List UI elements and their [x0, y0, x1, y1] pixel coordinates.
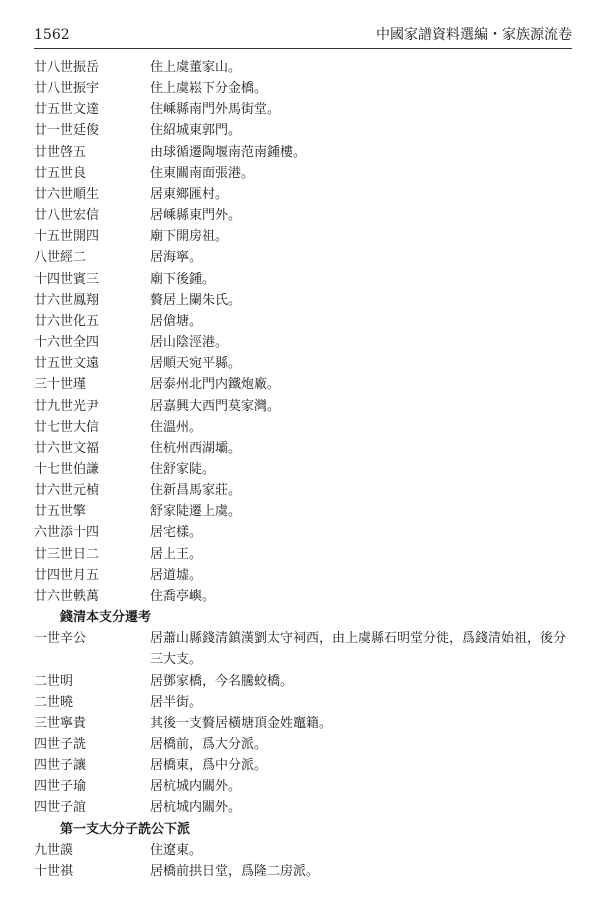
generation-name: 廿六世元楨 — [34, 483, 100, 499]
residence-note: 居海寧。 — [150, 250, 203, 266]
generation-name: 四世子讓 — [34, 758, 87, 774]
generation-name: 三十世瑾 — [34, 377, 87, 393]
generation-name: 廿五世良 — [34, 165, 87, 181]
genealogy-entry — [34, 353, 574, 374]
residence-note: 住喬亭嶼。 — [150, 588, 216, 604]
generation-name: 廿六世軼萬 — [34, 588, 100, 604]
generation-name: 廿五世文達 — [34, 102, 100, 118]
residence-note: 住杭州西湖壩。 — [150, 440, 242, 456]
residence-note: 其後一支贅居橫塘頂金姓竈籍。 — [150, 715, 333, 731]
genealogy-entry — [34, 332, 574, 353]
residence-note: 居半街。 — [150, 694, 203, 710]
generation-name: 十七世伯謙 — [34, 461, 100, 477]
genealogy-entry — [34, 628, 574, 670]
generation-name: 九世謨 — [34, 842, 74, 858]
generation-name: 廿八世宏信 — [34, 208, 100, 224]
generation-name: 廿世啓五 — [34, 144, 87, 160]
residence-note: 居道墟。 — [150, 567, 203, 583]
residence-note: 居嘉興大西門莫家灣。 — [150, 398, 281, 414]
generation-name: 廿六世鳳翔 — [34, 292, 100, 308]
generation-name: 十世祺 — [34, 863, 74, 879]
generation-name: 八世經二 — [34, 250, 87, 266]
residence-note: 居傖塘。 — [150, 313, 203, 329]
generation-name: 廿七世大信 — [34, 419, 100, 435]
running-title: 中國家譜資料選編・家族源流卷 — [376, 27, 572, 43]
section-heading: 第一支大分子詵公下派 — [60, 821, 191, 837]
residence-note: 住上虞董家山。 — [150, 60, 242, 75]
generation-name: 十五世開四 — [34, 229, 100, 245]
genealogy-entry — [34, 269, 574, 290]
genealogy-entry — [34, 205, 574, 226]
residence-note: 居鄧家橋，今名騰蛟橋。 — [150, 673, 294, 689]
generation-name: 廿五世文遠 — [34, 356, 100, 372]
page-number: 1562 — [34, 27, 70, 43]
generation-name: 四世子詵 — [34, 737, 87, 752]
genealogy-list — [34, 57, 574, 607]
genealogy-entry — [34, 586, 574, 607]
generation-name: 六世添十四 — [34, 525, 100, 541]
generation-name: 廿八世振岳 — [34, 60, 100, 75]
residence-note: 廟下開房祖。 — [150, 229, 229, 245]
residence-note: 居橋前，爲大分派。 — [150, 737, 268, 752]
residence-note: 住遼東。 — [150, 842, 203, 858]
residence-note: 居山陰涇港。 — [150, 335, 229, 351]
genealogy-entry — [34, 226, 574, 247]
genealogy-entry — [34, 417, 574, 438]
page-body — [34, 57, 574, 882]
genealogy-entry — [34, 459, 574, 480]
residence-note: 居順天宛平縣。 — [150, 356, 242, 372]
genealogy-entry — [34, 57, 574, 78]
genealogy-entry — [34, 99, 574, 120]
genealogy-entry — [34, 692, 574, 713]
genealogy-entry — [34, 861, 574, 882]
generation-name: 廿八世振宇 — [34, 81, 100, 97]
genealogy-entry — [34, 78, 574, 99]
genealogy-entry — [34, 734, 574, 755]
genealogy-entry — [34, 565, 574, 586]
residence-note: 住上虞崧下分金橋。 — [150, 81, 268, 97]
generation-name: 廿六世化五 — [34, 313, 100, 329]
residence-note: 居橋前拱日堂，爲隆二房派。 — [150, 863, 320, 879]
residence-note: 居杭城内關外。 — [150, 779, 242, 795]
genealogy-entry — [34, 671, 574, 692]
generation-name: 廿九世光尹 — [34, 398, 100, 414]
residence-note: 居蕭山縣錢清鎮漢劉太守祠西，由上虞縣石明堂分徙，爲錢清始祖，後分三大支。 — [150, 631, 567, 668]
generation-name: 四世子瑜 — [34, 779, 87, 795]
genealogy-entry — [34, 142, 574, 163]
genealogy-entry — [34, 501, 574, 522]
genealogy-entry — [34, 438, 574, 459]
genealogy-entry — [34, 163, 574, 184]
generation-name: 二世曉 — [34, 694, 74, 710]
genealogy-entry — [34, 755, 574, 776]
residence-note: 住紹城東郭門。 — [150, 123, 242, 139]
residence-note: 贅居上闌朱氏。 — [150, 292, 242, 308]
residence-note: 住舒家陡。 — [150, 461, 216, 477]
generation-name: 廿六世文福 — [34, 440, 100, 456]
residence-note: 居泰州北門内鐵炮廠。 — [150, 377, 281, 393]
residence-note: 住東關南面張港。 — [150, 165, 255, 181]
residence-note: 居上王。 — [150, 546, 203, 562]
genealogy-entry — [34, 374, 574, 395]
generation-name: 廿一世廷俊 — [34, 123, 100, 139]
residence-note: 居橋東，爲中分派。 — [150, 758, 268, 774]
genealogy-entry — [34, 713, 574, 734]
generation-name: 三世寧貴 — [34, 715, 87, 731]
generation-name: 四世子誼 — [34, 800, 87, 816]
genealogy-entry — [34, 311, 574, 332]
genealogy-entry — [34, 120, 574, 141]
genealogy-entry — [34, 247, 574, 268]
generation-name: 廿五世擎 — [34, 504, 87, 520]
genealogy-entry — [34, 290, 574, 311]
generation-name: 廿四世月五 — [34, 567, 100, 583]
residence-note: 居嵊縣東門外。 — [150, 208, 242, 224]
genealogy-entry — [34, 184, 574, 205]
residence-note: 居杭城内關外。 — [150, 800, 242, 816]
residence-note: 住溫州。 — [150, 419, 203, 435]
residence-note: 居宅樣。 — [150, 525, 203, 541]
residence-note: 舒家陡遷上虞。 — [150, 504, 242, 520]
residence-note: 由球循遷陶堰南范南鍾樓。 — [150, 144, 307, 160]
genealogy-entry — [34, 840, 574, 861]
genealogy-list — [34, 840, 574, 882]
residence-note: 住新昌馬家莊。 — [150, 483, 242, 499]
genealogy-entry — [34, 544, 574, 565]
page-header — [34, 26, 572, 49]
genealogy-list — [34, 628, 574, 818]
genealogy-entry — [34, 776, 574, 797]
genealogy-entry — [34, 396, 574, 417]
residence-note: 廟下後鍾。 — [150, 271, 216, 287]
generation-name: 二世明 — [34, 673, 74, 689]
section-heading: 錢清本支分遷考 — [60, 610, 152, 626]
generation-name: 十六世全四 — [34, 335, 100, 351]
genealogy-entry — [34, 480, 574, 501]
generation-name: 廿三世日二 — [34, 546, 100, 562]
residence-note: 居東鄉匯村。 — [150, 186, 229, 202]
residence-note: 住嵊縣南門外馬街堂。 — [150, 102, 281, 118]
genealogy-entry — [34, 522, 574, 543]
generation-name: 廿六世順生 — [34, 186, 100, 202]
generation-name: 一世辛公 — [34, 631, 87, 647]
generation-name: 十四世賓三 — [34, 271, 100, 287]
genealogy-entry — [34, 797, 574, 818]
